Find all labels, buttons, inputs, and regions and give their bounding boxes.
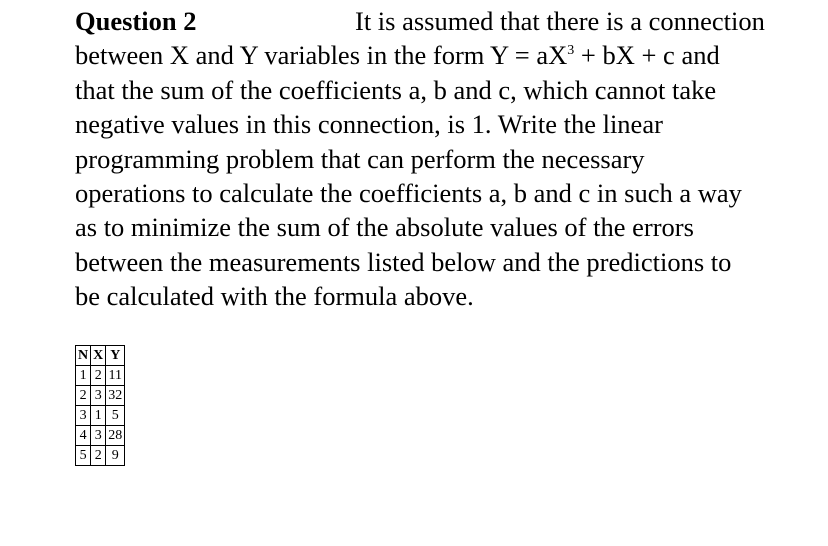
question-text: [75, 4, 815, 314]
measurements-table: [75, 345, 125, 466]
table-row: [76, 386, 125, 406]
cell-x: 3: [91, 386, 106, 406]
question-line-7: as to minimize the sum of the absolute values of the errors: [75, 212, 694, 243]
question-title: Question 2: [75, 6, 197, 36]
cell-x: 2: [91, 366, 106, 386]
table-header-row: [76, 346, 125, 366]
question-line-9: be calculated with the formula above.: [75, 281, 474, 312]
formula-text-rest: + bX + c and: [574, 40, 720, 71]
cell-y: 5: [106, 406, 125, 426]
exponent: 3: [567, 43, 575, 59]
table-row: [76, 426, 125, 446]
cell-n: 5: [76, 446, 91, 466]
cell-y: 11: [106, 366, 125, 386]
question-line-1: [75, 4, 815, 38]
cell-n: 1: [76, 366, 91, 386]
cell-y: 32: [106, 386, 125, 406]
cell-y: 9: [106, 446, 125, 466]
question-line-5: programming problem that can perform the necessary: [75, 143, 645, 174]
cell-n: 4: [76, 426, 91, 446]
column-header-n: N: [76, 346, 91, 366]
cell-n: 3: [76, 406, 91, 426]
column-header-x: X: [91, 346, 106, 366]
cell-y: 28: [106, 426, 125, 446]
question-line-3: that the sum of the coefficients a, b and c, which cannot take: [75, 74, 717, 105]
formula-text: between X and Y variables in the form Y = aX: [75, 40, 568, 71]
cell-x: 2: [91, 446, 106, 466]
question-intro: It is assumed that there is a connection: [355, 6, 765, 36]
table-row: [76, 366, 125, 386]
question-line-8: between the measurements listed below and the predictions to: [75, 246, 732, 277]
question-line-4: negative values in this connection, is 1. Write the linear: [75, 109, 663, 140]
table-row: [76, 406, 125, 426]
column-header-y: Y: [106, 346, 125, 366]
question-line-2: [75, 38, 815, 72]
cell-x: 3: [91, 426, 106, 446]
cell-x: 1: [91, 406, 106, 426]
question-line-6: operations to calculate the coefficients a, b and c in such a way: [75, 177, 742, 208]
cell-n: 2: [76, 386, 91, 406]
table-row: [76, 446, 125, 466]
